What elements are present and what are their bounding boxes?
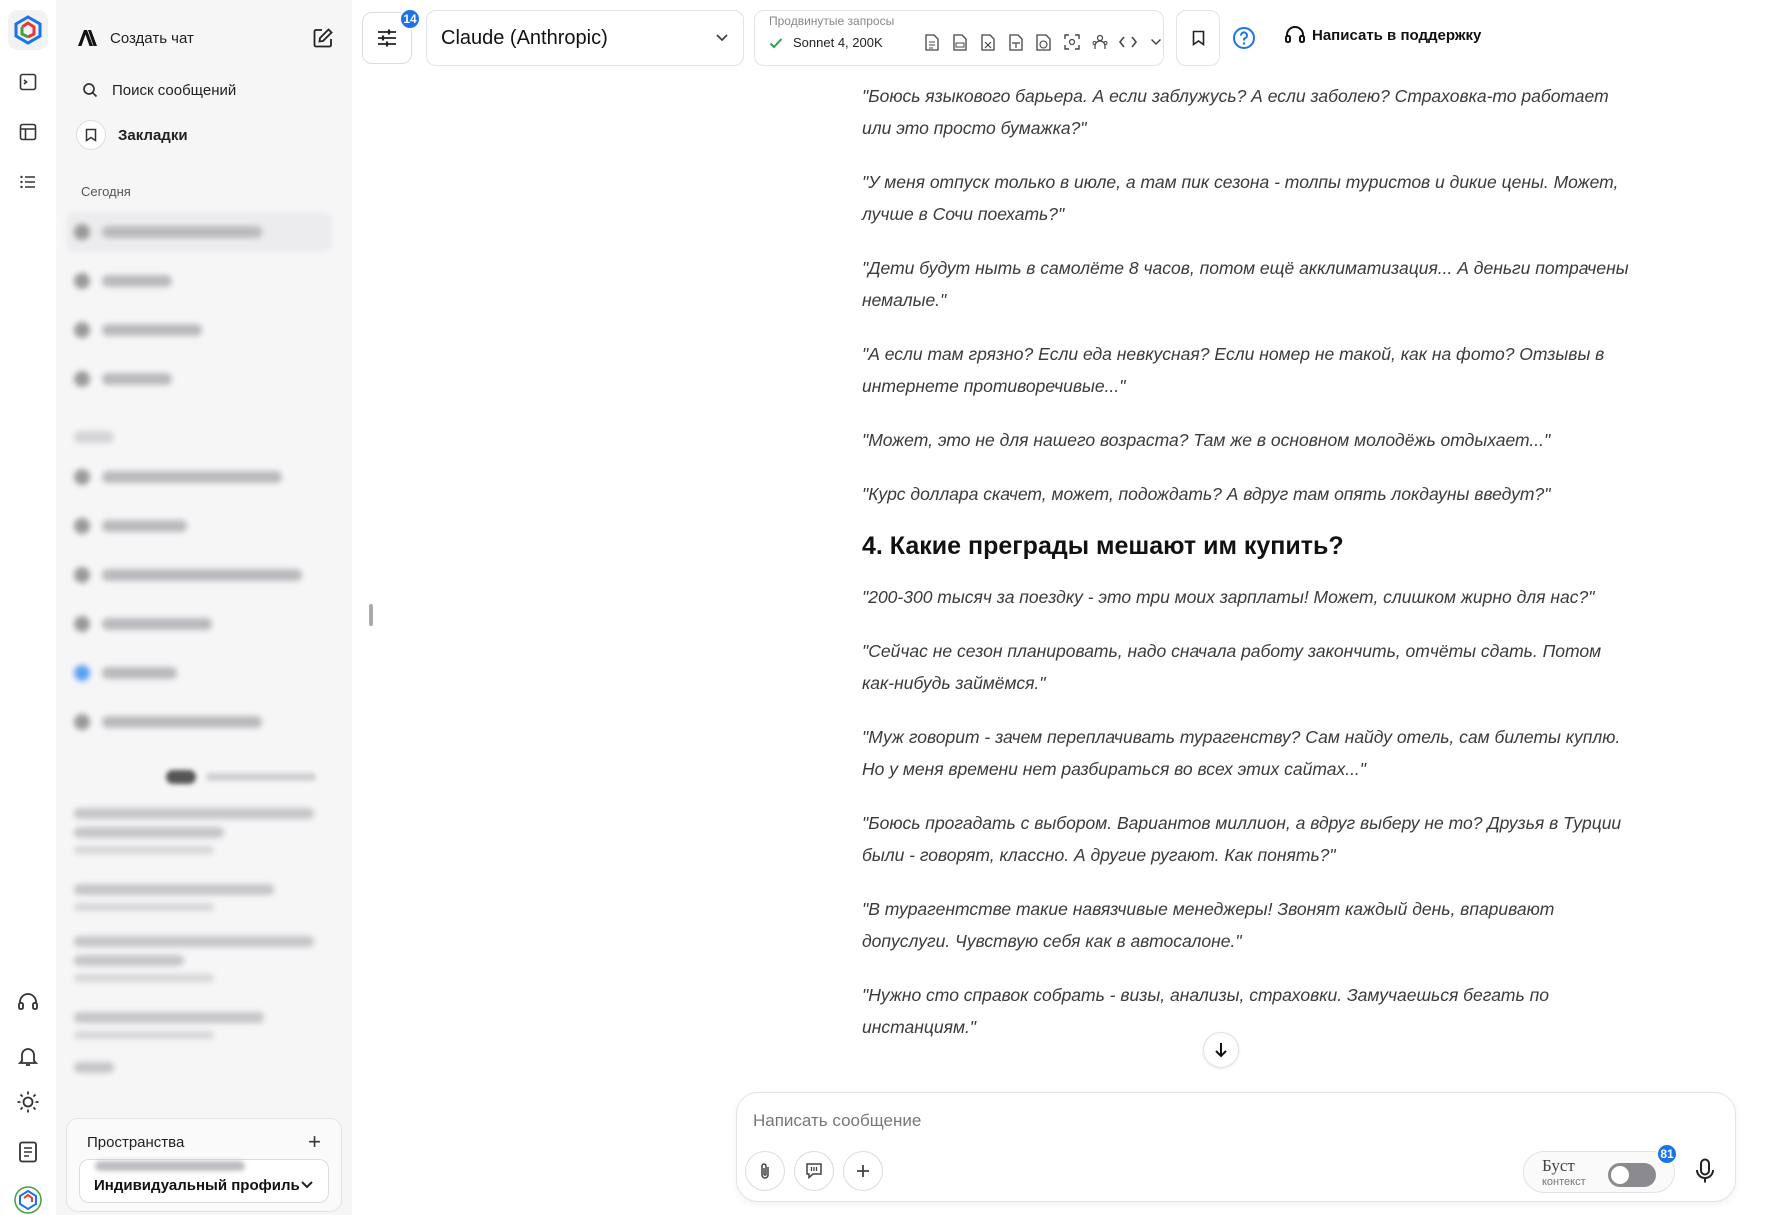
anthropic-logo-icon — [76, 28, 98, 48]
chevron-down-icon[interactable] — [1145, 32, 1167, 52]
boost-context-control[interactable] — [1523, 1147, 1675, 1193]
message-paragraph: "200-300 тысяч за поездку - это три моих зарплаты! Может, слишком жирно для нас?" — [862, 587, 1595, 607]
agent-icon[interactable] — [1089, 32, 1111, 52]
support-link[interactable] — [1284, 24, 1481, 46]
message-paragraph: "Курс доллара скачет, может, подождать? А вдруг там опять локдауны введут?" — [862, 484, 1551, 504]
txt-file-icon[interactable] — [1005, 32, 1027, 52]
chat-history-item[interactable] — [74, 707, 262, 737]
add-space-button[interactable]: + — [308, 1129, 321, 1154]
message-paragraph: "Сейчас не сезон планировать, надо сначала работу закончить, отчёты сдать. Потом как-нибудь займёмся." — [862, 641, 1602, 693]
chat-history-item[interactable] — [74, 609, 212, 639]
screenshot-icon[interactable] — [1061, 32, 1083, 52]
settings-filter-button[interactable] — [362, 12, 417, 64]
bookmark-icon — [76, 120, 106, 150]
model-name: Claude (Anthropic) — [441, 26, 608, 49]
message-paragraph: "В турагентстве такие навязчивые менеджеры! Звонят каждый день, впаривают допуслуги. Чувствую себя как в автосалоне." — [862, 899, 1555, 951]
sun-icon[interactable] — [8, 1082, 48, 1122]
message-paragraph: "Нужно сто справок собрать - визы, анализы, страховки. Замучаешься бегать по инстанциям." — [862, 985, 1549, 1037]
usage-record — [74, 1012, 324, 1047]
chat-history-item[interactable] — [74, 511, 187, 541]
help-icon[interactable] — [1232, 26, 1256, 50]
code-icon[interactable] — [1117, 32, 1139, 52]
attach-button[interactable] — [745, 1151, 785, 1191]
left-rail — [0, 0, 56, 1215]
app-logo-icon[interactable] — [8, 10, 48, 50]
terminal-icon[interactable] — [8, 62, 48, 102]
prompts-button[interactable] — [794, 1151, 834, 1191]
message-square-icon — [805, 1162, 823, 1180]
usage-record — [74, 936, 324, 990]
search-icon — [82, 82, 98, 98]
search-messages-row[interactable] — [76, 70, 334, 110]
boost-subtitle: контекст — [1542, 1176, 1586, 1188]
search-messages-label[interactable]: Поиск сообщений — [112, 81, 237, 99]
bell-icon[interactable] — [8, 1036, 48, 1076]
message-paragraph: "А если там грязно? Если еда невкусная? Если номер не такой, как на фото? Отзывы в интернете противоречивые..." — [862, 344, 1605, 396]
new-chat-label[interactable]: Создать чат — [110, 29, 194, 47]
boost-title: Буст — [1542, 1156, 1575, 1175]
message-paragraph: "Боюсь прогадать с выбором. Вариантов миллион, а вдруг выберу не то? Друзья в Турции были - говорят, классно. А другие ругают. Как понять?" — [862, 813, 1622, 865]
bookmark-chat-button[interactable] — [1176, 10, 1220, 66]
chat-history-item[interactable] — [74, 315, 202, 345]
web-file-icon[interactable] — [1033, 32, 1055, 52]
bookmarks-label[interactable]: Закладки — [118, 126, 188, 144]
message-paragraph: "Муж говорит - зачем переплачивать турагенству? Сам найду отель, сам билеты куплю. Но у меня времени нет разбираться во всех этих сайтах..." — [862, 727, 1621, 779]
text-file-icon[interactable] — [921, 32, 943, 52]
chat-history-item[interactable] — [74, 462, 282, 492]
check-icon — [769, 37, 783, 49]
sidebar — [56, 0, 352, 1215]
message-paragraph: "Дети будут ныть в самолёте 8 часов, потом ещё акклиматизация... А деньги потрачены немалые." — [862, 258, 1629, 310]
list-icon[interactable] — [8, 162, 48, 202]
profile-label: Индивидуальный профиль — [94, 1176, 300, 1194]
microphone-icon — [1695, 1158, 1715, 1184]
sliders-icon — [376, 28, 398, 48]
new-chat-row[interactable] — [76, 18, 334, 58]
headset-icon — [1284, 24, 1306, 46]
history-toggle[interactable] — [166, 770, 336, 784]
spaces-panel — [66, 1118, 342, 1212]
pdf-file-icon[interactable] — [949, 32, 971, 52]
usage-record — [74, 808, 324, 862]
headset-icon[interactable] — [8, 982, 48, 1022]
today-section-title: Сегодня — [81, 184, 131, 199]
chat-history-item[interactable] — [74, 658, 177, 688]
support-label: Написать в поддержку — [1312, 26, 1482, 44]
chat-history-item[interactable] — [74, 560, 302, 590]
arrow-down-icon — [1214, 1042, 1228, 1058]
paperclip-icon — [759, 1162, 771, 1180]
message-paragraph: "Боюсь языкового барьера. А если заблужусь? А если заболею? Страховка-то работает или это просто бумажка?" — [862, 86, 1609, 138]
usage-record — [74, 884, 324, 919]
spaces-title: Пространства — [87, 1134, 185, 1151]
advanced-caption: Продвинутые запросы — [769, 14, 895, 28]
document-icon[interactable] — [8, 1132, 48, 1172]
chat-history-item[interactable] — [74, 266, 172, 296]
boost-count-badge: 81 — [1656, 1143, 1678, 1165]
bookmark-icon — [1192, 30, 1205, 46]
account-email-redacted — [95, 1161, 245, 1171]
chevron-down-icon — [715, 33, 729, 43]
message-heading: 4. Какие преграды мешают им купить? — [862, 532, 1344, 560]
model-select[interactable] — [426, 10, 744, 66]
assistant-message — [862, 80, 1634, 1065]
bookmarks-row[interactable] — [76, 115, 334, 155]
message-input[interactable] — [753, 1111, 1653, 1131]
excel-file-icon[interactable] — [977, 32, 999, 52]
message-composer — [736, 1092, 1736, 1202]
advanced-requests-panel[interactable] — [754, 10, 1164, 66]
add-button[interactable] — [843, 1151, 883, 1191]
edit-icon[interactable] — [312, 27, 334, 49]
plus-icon — [856, 1164, 870, 1178]
advanced-model-label: Sonnet 4, 200K — [793, 35, 883, 50]
boost-toggle[interactable] — [1608, 1163, 1656, 1187]
scroll-to-bottom-button[interactable] — [1203, 1032, 1239, 1068]
message-paragraph: "Может, это не для нашего возраста? Там же в основном молодёжь отдыхает..." — [862, 430, 1551, 450]
app-logo-small-icon[interactable] — [8, 1180, 48, 1215]
chat-history-item[interactable] — [74, 217, 262, 247]
chat-history-section — [74, 422, 114, 452]
filter-count-badge: 14 — [399, 8, 421, 30]
table-icon[interactable] — [8, 112, 48, 152]
voice-input-button[interactable] — [1687, 1153, 1723, 1189]
message-paragraph: "У меня отпуск только в июле, а там пик сезона - толпы туристов и дикие цены. Может, лучше в Сочи поехать?" — [862, 172, 1619, 224]
usage-record — [74, 1062, 324, 1081]
chat-history-item[interactable] — [74, 364, 172, 394]
sidebar-resize-handle[interactable] — [369, 604, 373, 626]
chevron-down-icon — [300, 1180, 314, 1190]
